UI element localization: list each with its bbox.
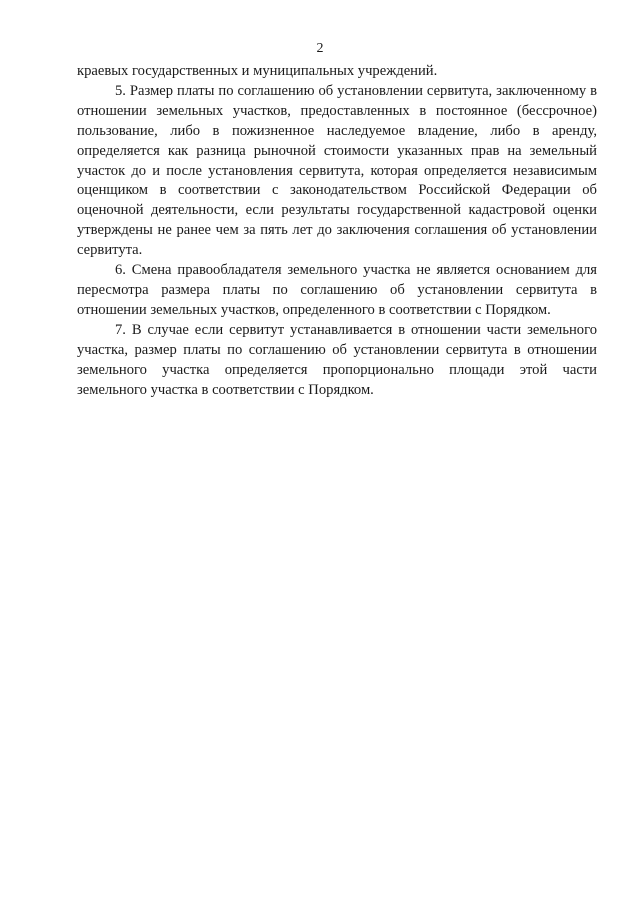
paragraph-item-7: 7. В случае если сервитут устанавливается в отношении части земельного участка, размер платы по соглашению об установлении сервитута в отношении земельного участка определяется пропорционально площади этой части земельного участка в соответствии с Порядком. bbox=[77, 321, 597, 398]
paragraph-continuation: краевых государственных и муниципальных учреждений. bbox=[77, 63, 438, 79]
paragraph-item-6: 6. Смена правообладателя земельного участка не является основанием для пересмотра размера платы по соглашению об установлении сервитута в отношении земельных участков, определенного в соответствии с Порядком. bbox=[77, 262, 597, 318]
page-number: 2 bbox=[316, 41, 324, 56]
document-body bbox=[77, 62, 597, 400]
paragraph-item-5: 5. Размер платы по соглашению об установлении сервитута, заключенному в отношении земельных участков, предоставленных в постоянное (бессрочное) пользование, либо в пожизненное наследуемое владение, либо в аренду, определяется как разница рыночной стоимости указанных прав на земельный участок до и после установления сервитута, которая определяется независимым оценщиком в соответствии с законодательством Российской Федерации об оценочной деятельности, если результаты государственной кадастровой оценки утверждены не ранее чем за пять лет до заключения соглашения об установлении сервитута. bbox=[77, 82, 597, 259]
